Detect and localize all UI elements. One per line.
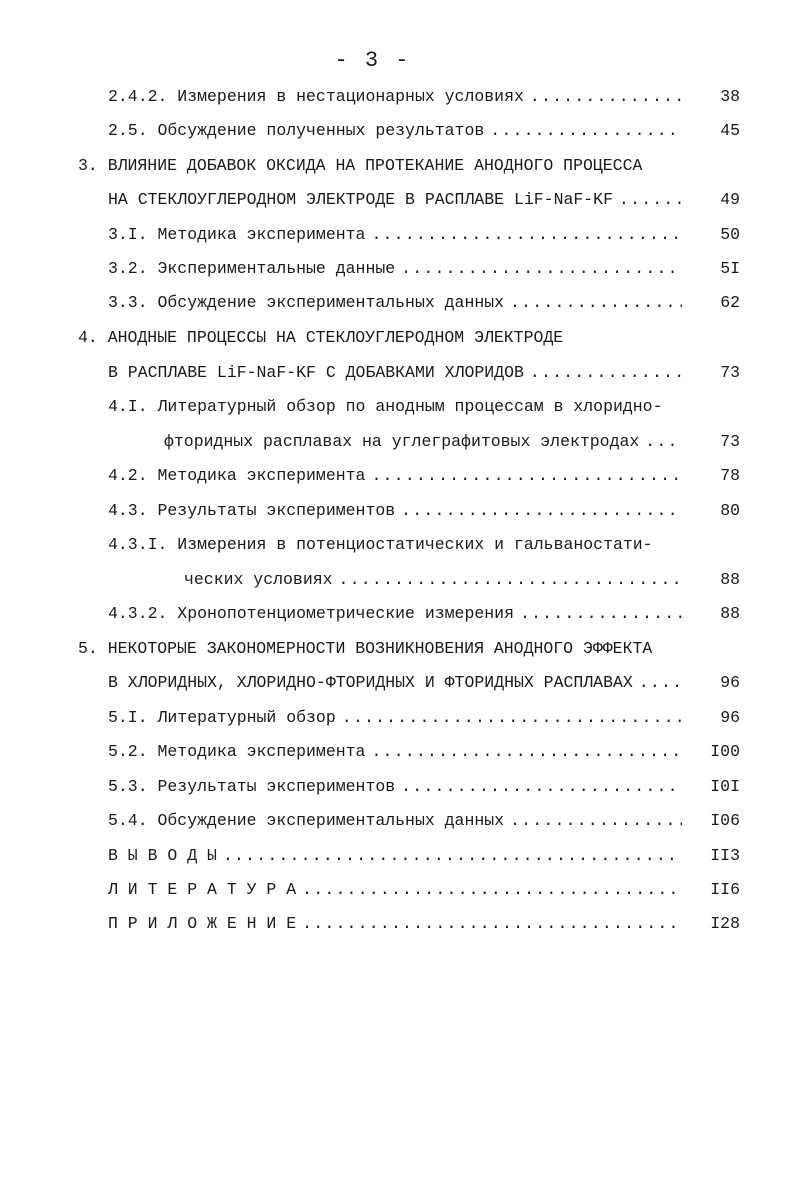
toc-entry-conclusions	[108, 845, 740, 867]
leader-dots	[223, 845, 682, 867]
toc-entry-5-3	[108, 776, 740, 798]
toc-entry-text: 4. АНОДНЫЕ ПРОЦЕССЫ НА СТЕКЛОУГЛЕРОДНОМ ЭЛЕКТРОДЕ	[78, 328, 564, 347]
toc-entry-page: 38	[720, 87, 740, 106]
leader-dots	[339, 569, 682, 591]
leader-dots	[510, 810, 682, 832]
toc-entry-4-heading-cont	[108, 362, 740, 384]
toc-entry-3-heading-cont	[108, 189, 740, 211]
toc-entry-page: 49	[720, 190, 740, 209]
toc-entry-page: 80	[720, 501, 740, 520]
toc-entry-page: II6	[710, 880, 740, 899]
leader-dots	[371, 465, 682, 487]
toc-entry-text: 3.I. Методика эксперимента	[108, 225, 366, 244]
toc-entry-text: 3.3. Обсуждение экспериментальных данных	[108, 293, 505, 312]
toc-entry-page: 78	[720, 466, 740, 485]
toc-entry-text: 4.I. Литературный обзор по анодным процессам в хлоридно-	[108, 397, 663, 416]
toc-entry-3-2	[108, 258, 740, 280]
leader-dots	[371, 224, 682, 246]
toc-entry-text: 3.2. Экспериментальные данные	[108, 259, 396, 278]
toc-entry-page: 88	[720, 604, 740, 623]
toc-entry-5-heading	[78, 638, 652, 660]
toc-entry-5-2	[108, 741, 740, 763]
leader-dots	[401, 500, 682, 522]
leader-dots	[510, 292, 682, 314]
toc-entry-page: I0I	[710, 777, 740, 796]
toc-entry-page: 73	[720, 363, 740, 382]
toc-entry-literature	[108, 879, 740, 901]
toc-entry-text: 4.3.I. Измерения в потенциостатических и гальваностати-	[108, 535, 653, 554]
toc-entry-page: I06	[710, 811, 740, 830]
leader-dots	[342, 707, 682, 729]
toc-entry-page: 45	[720, 121, 740, 140]
leader-dots	[302, 913, 682, 935]
toc-entry-4-2	[108, 465, 740, 487]
toc-entry-4-3-1	[108, 534, 653, 556]
toc-entry-4-3-2	[108, 603, 740, 625]
toc-entry-page: 96	[720, 708, 740, 727]
toc-entry-text: Л И Т Е Р А Т У Р А	[108, 880, 297, 899]
toc-entry-4-1-cont	[164, 431, 740, 453]
toc-entry-text: В РАСПЛАВЕ LiF-NaF-KF С ДОБАВКАМИ ХЛОРИДОВ	[108, 363, 524, 382]
toc-entry-page: 50	[720, 225, 740, 244]
toc-entry-text: НА СТЕКЛОУГЛЕРОДНОМ ЭЛЕКТРОДЕ В РАСПЛАВЕ LiF-NaF-KF	[108, 190, 613, 209]
leader-dots	[619, 189, 682, 211]
leader-dots	[639, 672, 682, 694]
toc-entry-appendix	[108, 913, 740, 935]
toc-entry-2-5	[108, 120, 740, 142]
toc-entry-4-3	[108, 500, 740, 522]
toc-entry-page: 88	[720, 570, 740, 589]
toc-entry-text: 4.2. Методика эксперимента	[108, 466, 366, 485]
toc-entry-2-4-2	[108, 86, 740, 108]
toc-entry-3-heading	[78, 155, 642, 177]
leader-dots	[645, 431, 682, 453]
toc-entry-page: 96	[720, 673, 740, 692]
leader-dots	[530, 86, 682, 108]
toc-entry-text: 5.I. Литературный обзор	[108, 708, 336, 727]
page-number: - 3 -	[334, 48, 411, 73]
leader-dots	[401, 776, 682, 798]
toc-entry-text: 5.4. Обсуждение экспериментальных данных	[108, 811, 505, 830]
toc-entry-5-heading-cont	[108, 672, 740, 694]
toc-entry-4-heading	[78, 327, 563, 349]
toc-entry-text: В ХЛОРИДНЫХ, ХЛОРИДНО-ФТОРИДНЫХ И ФТОРИДНЫХ РАСПЛАВАХ	[108, 673, 633, 692]
toc-entry-text: 3. ВЛИЯНИЕ ДОБАВОК ОКСИДА НА ПРОТЕКАНИЕ АНОДНОГО ПРОЦЕССА	[78, 156, 643, 175]
leader-dots	[530, 362, 682, 384]
toc-entry-text: 2.5. Обсуждение полученных результатов	[108, 121, 485, 140]
toc-entry-5-1	[108, 707, 740, 729]
toc-entry-text: 4.3. Результаты экспериментов	[108, 501, 396, 520]
toc-entry-text: 4.3.2. Хронопотенциометрические измерения	[108, 604, 514, 623]
toc-entry-page: 62	[720, 293, 740, 312]
toc-entry-text: фторидных расплавах на углеграфитовых электродах	[164, 432, 640, 451]
leader-dots	[520, 603, 682, 625]
toc-entry-page: I28	[710, 914, 740, 933]
toc-entry-page: 73	[720, 432, 740, 451]
toc-entry-3-3	[108, 292, 740, 314]
toc-entry-4-1	[108, 396, 663, 418]
toc-entry-5-4	[108, 810, 740, 832]
leader-dots	[371, 741, 682, 763]
toc-entry-3-1	[108, 224, 740, 246]
toc-entry-page: I00	[710, 742, 740, 761]
toc-entry-4-3-1-cont	[184, 569, 740, 591]
toc-entry-text: 5.2. Методика эксперимента	[108, 742, 366, 761]
leader-dots	[302, 879, 682, 901]
leader-dots	[401, 258, 682, 280]
toc-entry-text: П Р И Л О Ж Е Н И Е	[108, 914, 297, 933]
toc-entry-text: 5. НЕКОТОРЫЕ ЗАКОНОМЕРНОСТИ ВОЗНИКНОВЕНИЯ АНОДНОГО ЭФФЕКТА	[78, 639, 653, 658]
toc-entry-text: В Ы В О Д Ы	[108, 846, 217, 865]
toc-entry-text: 5.3. Результаты экспериментов	[108, 777, 396, 796]
toc-entry-page: II3	[710, 846, 740, 865]
toc-entry-page: 5I	[720, 259, 740, 278]
toc-entry-text: ческих условиях	[184, 570, 333, 589]
toc-entry-text: 2.4.2. Измерения в нестационарных условиях	[108, 87, 524, 106]
leader-dots	[490, 120, 682, 142]
